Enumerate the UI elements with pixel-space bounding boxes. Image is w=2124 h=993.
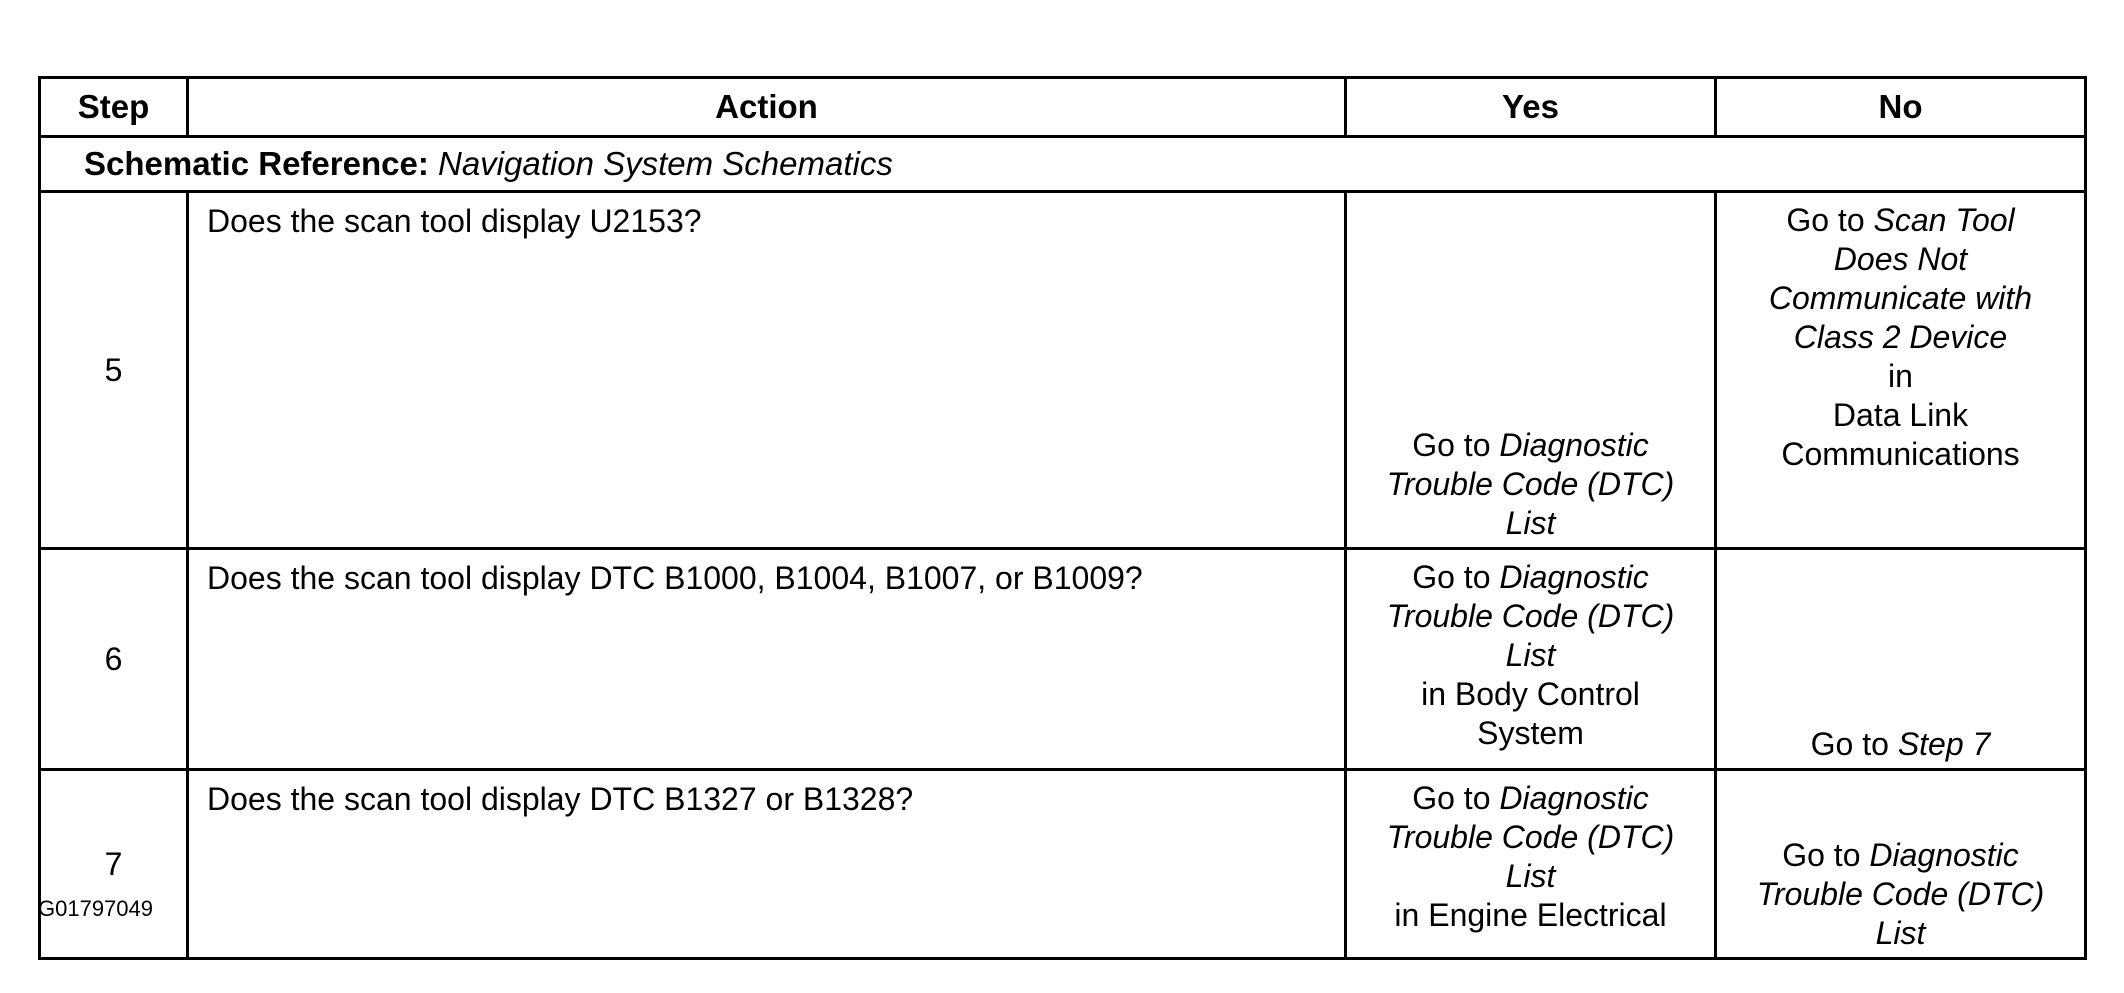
scan-tool-link[interactable]: Scan Tool [1873,202,2015,238]
dtc-list-link[interactable]: List [1505,858,1556,894]
header-no: No [1716,78,2086,137]
dtc-list-link[interactable]: List [1505,505,1556,541]
dtc-list-link[interactable]: Trouble Code (DTC) [1756,876,2045,912]
system-name: in Engine Electrical [1394,897,1667,933]
header-step: Step [40,78,188,137]
header-yes: Yes [1346,78,1716,137]
diagnostic-table [38,76,2087,960]
dtc-list-link[interactable]: Diagnostic [1499,427,1649,463]
scan-tool-link[interactable]: Communicate with [1768,280,2033,316]
table-row [40,192,2086,549]
scan-tool-link[interactable]: Class 2 Device [1793,319,2008,355]
table-row [40,549,2086,770]
action-text: Does the scan tool display DTC B1327 or B1328? [188,770,1346,959]
goto-text: Go to [1412,780,1500,816]
system-name: Communications [1781,436,2020,472]
header-action: Action [188,78,1346,137]
dtc-list-link[interactable]: List [1505,637,1556,673]
goto-text: Go to [1786,202,1874,238]
goto-text: Go to [1810,726,1898,762]
figure-id: G01797049 [38,896,153,921]
scan-tool-link[interactable]: Does Not [1833,241,1968,277]
step-link[interactable]: Step 7 [1897,726,1991,762]
system-name: Data Link [1832,397,1969,433]
schematic-reference [40,137,2086,192]
action-text: Does the scan tool display DTC B1000, B1004, B1007, or B1009? [188,549,1346,770]
table-row [40,770,2086,959]
yes-cell [1346,770,1716,959]
no-cell [1716,192,2086,549]
dtc-list-link[interactable]: Trouble Code (DTC) [1386,598,1675,634]
header-row [40,78,2086,137]
schematic-row [40,137,2086,192]
schematic-label: Schematic Reference: [84,145,429,182]
goto-text: Go to [1412,559,1500,595]
step-number: 7 [40,770,188,959]
dtc-list-link[interactable]: Diagnostic [1499,559,1649,595]
dtc-list-link[interactable]: Trouble Code (DTC) [1386,466,1675,502]
dtc-list-link[interactable]: List [1875,915,1926,951]
yes-cell [1346,192,1716,549]
system-name: in Body Control [1421,676,1640,712]
no-cell [1716,770,2086,959]
dtc-list-link[interactable]: Trouble Code (DTC) [1386,819,1675,855]
dtc-list-link[interactable]: Diagnostic [1869,837,2019,873]
no-cell [1716,549,2086,770]
in-text: in [1888,358,1913,394]
yes-cell [1346,549,1716,770]
goto-text: Go to [1412,427,1500,463]
action-text: Does the scan tool display U2153? [188,192,1346,549]
dtc-list-link[interactable]: Diagnostic [1499,780,1649,816]
step-number: 6 [40,549,188,770]
schematic-link[interactable]: Navigation System Schematics [438,145,893,182]
system-name: System [1477,715,1584,751]
goto-text: Go to [1782,837,1870,873]
step-number: 5 [40,192,188,549]
